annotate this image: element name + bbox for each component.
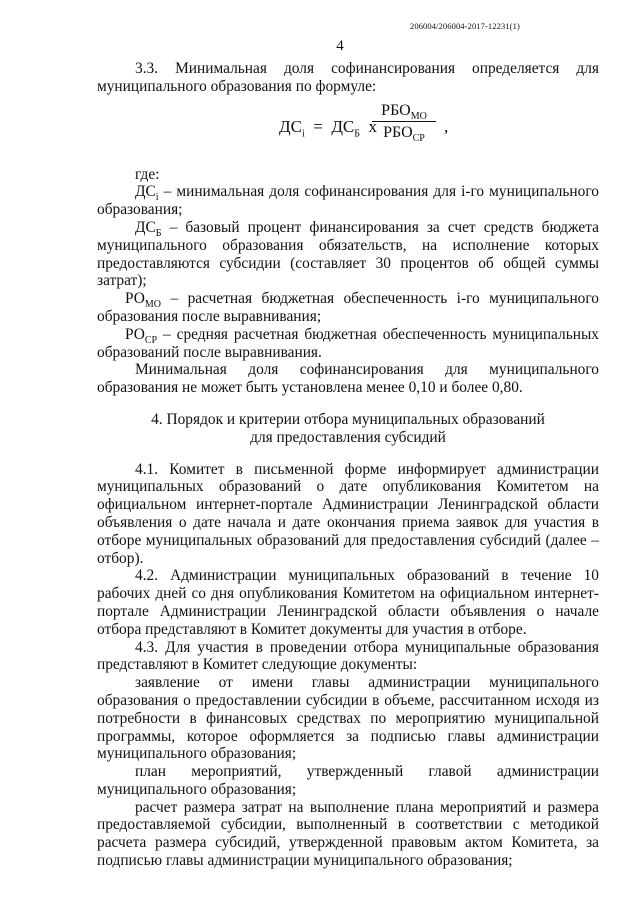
- def3-symbol: РО: [125, 290, 145, 308]
- paragraph-3-3: 3.3. Минимальная доля софинансирования определяется для муниципального образования по формуле:: [97, 60, 599, 95]
- paragraph-4-2: 4.2. Администрации муниципальных образований в течение 10 рабочих дней со дня опубликования Комитетом на официальном интернет-портале Администрации Ленинградской области объявления о начале отбора представляют в Комитет документы для участия в отборе.: [97, 567, 599, 638]
- definition-dsi: [97, 183, 599, 219]
- formula-lhs: ДС: [279, 116, 302, 136]
- minimum-share-paragraph: Минимальная доля софинансирования для муниципального образования не может быть установлена менее 0,10 и более 0,80.: [97, 361, 599, 397]
- def2-sub: Б: [155, 228, 162, 240]
- formula-den-text: РБО: [383, 124, 413, 142]
- def4-symbol: РО: [125, 325, 145, 343]
- formula-num-sub: МО: [410, 110, 427, 122]
- where-label: где:: [135, 165, 160, 183]
- formula-lhs-sub: i: [301, 127, 305, 139]
- formula-fraction: [372, 102, 436, 143]
- formula-left-side: [279, 116, 377, 139]
- formula-eq: =: [313, 116, 323, 136]
- document-id: 206004/206004-2017-12231(1): [410, 21, 520, 31]
- definition-dsb: [97, 219, 599, 290]
- document-item-calculation: расчет размера затрат на выполнение плана мероприятий и размера предоставляемой субсидии, выполненный в соответствии с методикой расчета размера субсидий, утвержденной правовым актом Комитета, за подписью главы администрации муниципального образования;: [97, 798, 599, 870]
- def3-sub: МО: [144, 299, 161, 311]
- def3-text: – расчетная бюджетная обеспеченность i-го муниципального образования после выравнивания;: [97, 290, 599, 325]
- formula-base: ДС: [331, 116, 355, 136]
- heading-line-1: 4. Порядок и критерии отбора муниципальных образований: [151, 410, 545, 428]
- formula-numerator: [372, 102, 436, 123]
- cofinancing-formula: [97, 102, 599, 156]
- formula-denominator: [372, 122, 436, 145]
- formula-den-sub: СР: [412, 133, 425, 145]
- def1-symbol: ДС: [135, 183, 156, 201]
- def1-sub: i: [155, 192, 159, 204]
- formula-num-text: РБО: [381, 101, 411, 119]
- section-4-heading: [97, 411, 599, 447]
- def2-symbol: ДС: [135, 218, 156, 236]
- def4-text: – средняя расчетная бюджетная обеспеченность муниципальных образований после выравнивания.: [97, 325, 599, 361]
- heading-line-2: для предоставления субсидий: [250, 428, 446, 446]
- definition-romo: [97, 290, 599, 326]
- formula-times: х: [368, 116, 377, 136]
- def1-text: – минимальная доля софинансирования для i-го муниципального образования;: [97, 183, 599, 219]
- document-item-application: заявление от имени главы администрации муниципального образования о предоставлении субсидии в объеме, рассчитанном исходя из потребности в финансовых средствах по мероприятию муниципальной программы, которое оформляется за подписью главы администрации муниципального образования;: [97, 674, 599, 763]
- formula-comma: ,: [444, 116, 449, 136]
- paragraph-4-3: 4.3. Для участия в проведении отбора муниципальные образования представляют в Комитет следующие документы:: [97, 638, 599, 674]
- definition-rosr: [97, 326, 599, 362]
- def2-text: – базовый процент финансирования за счет средств бюджета муниципального образования обязательств, на исполнение которых предоставляются субсидии (составляет 30 процентов об общей суммы затрат);: [97, 218, 599, 290]
- def4-sub: СР: [144, 334, 158, 346]
- document-item-plan: план мероприятий, утвержденный главой администрации муниципального образования;: [97, 763, 599, 798]
- document-body: [97, 60, 599, 870]
- formula-base-sub: Б: [354, 127, 360, 139]
- paragraph-4-1: 4.1. Комитет в письменной форме информирует администрации муниципальных образований о дате опубликования Комитетом на официальном интернет-портале Администрации Ленинградской области объявления о дате начала и дате окончания приема заявок для участия в отборе муниципальных образований для предоставления субсидий (далее – отбор).: [97, 460, 599, 567]
- page-number: 4: [336, 38, 344, 54]
